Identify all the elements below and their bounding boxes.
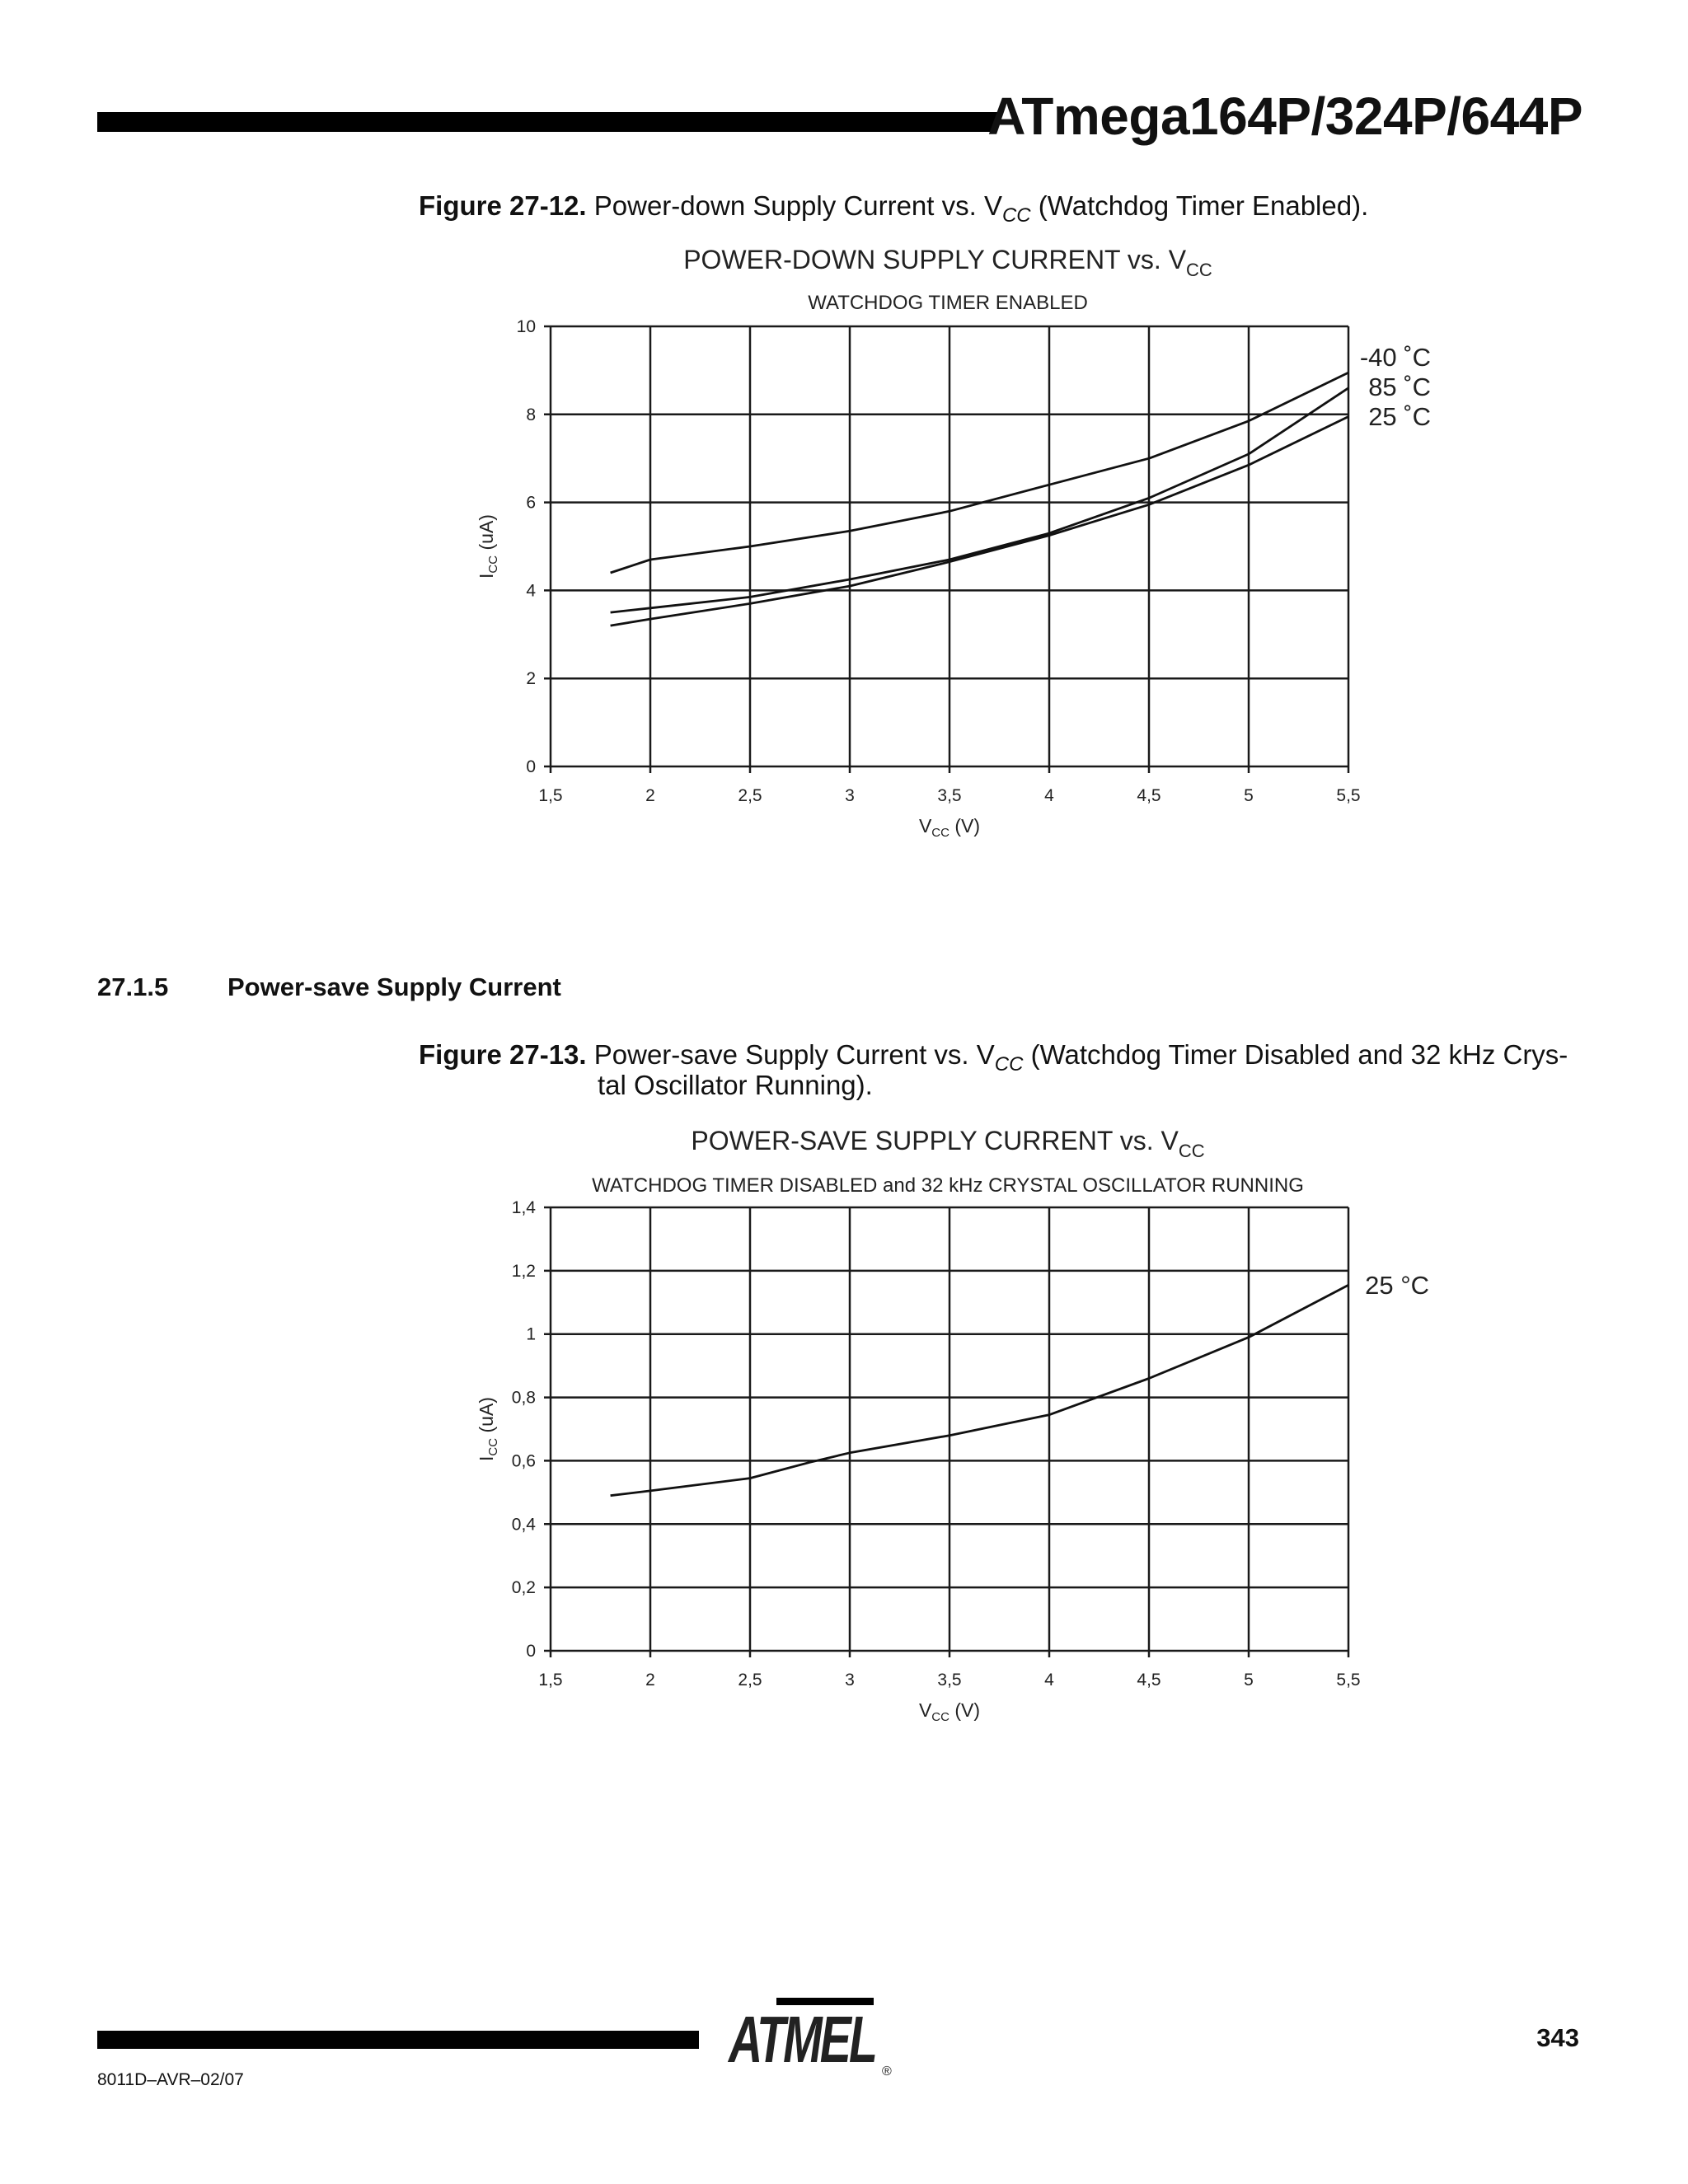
page-number: 343 [1536,2023,1579,2052]
caption-text-end: (Watchdog Timer Disabled and 32 kHz Crys- [1023,1039,1568,1070]
y-tick-label: 4 [526,581,536,601]
x-tick-label: 5 [1244,786,1254,805]
caption-text: Power-save Supply Current vs. V [593,1039,995,1070]
document-code: 8011D–AVR–02/07 [97,2070,244,2089]
y-tick-label: 6 [526,493,536,513]
chart-subtitle: WATCHDOG TIMER DISABLED and 32 kHz CRYSTAL OSCILLATOR RUNNING [592,1174,1304,1197]
caption-subscript: CC [994,1053,1024,1076]
caption-subscript: CC [1001,204,1031,227]
figure-label: Figure 27-13. [419,1039,587,1070]
y-tick-label: 0 [526,1642,536,1661]
y-tick-label: 1,2 [511,1261,536,1281]
y-tick-label: 10 [516,317,536,336]
series-line [611,1285,1348,1496]
y-tick-label: 1 [526,1324,536,1344]
x-tick-label: 3,5 [937,1671,962,1690]
x-axis-label: $V_{CC}$ (V) [918,815,981,840]
x-tick-label: 3 [845,786,855,805]
x-tick-label: 2 [645,1671,655,1690]
y-tick-label: 0,2 [511,1578,536,1598]
caption-text-end: (Watchdog Timer Enabled). [1030,190,1369,221]
y-tick-label: 0 [526,757,536,776]
x-tick-label: 1,5 [538,1671,563,1690]
x-tick-label: 4 [1044,786,1054,805]
x-tick-label: 2,5 [738,1671,762,1690]
x-tick-label: 4 [1044,1671,1054,1690]
chart-title: POWER-SAVE SUPPLY CURRENT vs. $V_{CC}$ [691,1126,1205,1161]
figure-label: Figure 27-12. [419,190,587,221]
chart-title: POWER-DOWN SUPPLY CURRENT vs. $V_{CC}$ [683,245,1212,280]
series-label: 25 ˚C [1368,402,1431,431]
atmel-logo [725,1994,898,2077]
x-tick-label: 5,5 [1336,786,1361,805]
x-tick-label: 4,5 [1137,786,1161,805]
x-tick-label: 3 [845,1671,855,1690]
x-tick-label: 5 [1244,1671,1254,1690]
x-tick-label: 1,5 [538,786,563,805]
y-axis-label: $I_{CC}$ (uA) [476,1397,500,1461]
section-title: Power-save Supply Current [227,972,561,1001]
y-tick-label: 0,4 [511,1515,536,1535]
y-tick-label: 8 [526,405,536,424]
logo-wordmark: ATMEL [727,2003,876,2076]
figure-27-13-caption-line2: tal Oscillator Running). [598,1070,873,1100]
y-tick-label: 2 [526,669,536,689]
x-tick-label: 4,5 [1137,1671,1161,1690]
x-tick-label: 5,5 [1336,1671,1361,1690]
document-title: ATmega164P/324P/644P [987,87,1582,146]
y-tick-label: 0,8 [511,1388,536,1408]
x-axis-label: $V_{CC}$ (V) [918,1699,981,1724]
y-tick-label: 1,4 [511,1198,536,1217]
footer-rule [97,2031,699,2049]
registered-mark: ® [882,2064,892,2077]
y-tick-label: 0,6 [511,1451,536,1471]
x-tick-label: 2 [645,786,655,805]
section-number: 27.1.5 [97,972,169,1001]
chart-subtitle: WATCHDOG TIMER ENABLED [808,292,1088,314]
y-axis-label: $I_{CC}$ (uA) [476,514,500,579]
series-label: 25 °C [1365,1271,1429,1300]
x-tick-label: 3,5 [937,786,962,805]
series-label: -40 ˚C [1359,343,1431,372]
caption-text: Power-down Supply Current vs. V [593,190,1002,221]
series-label: 85 ˚C [1368,373,1431,401]
x-tick-label: 2,5 [738,786,762,805]
